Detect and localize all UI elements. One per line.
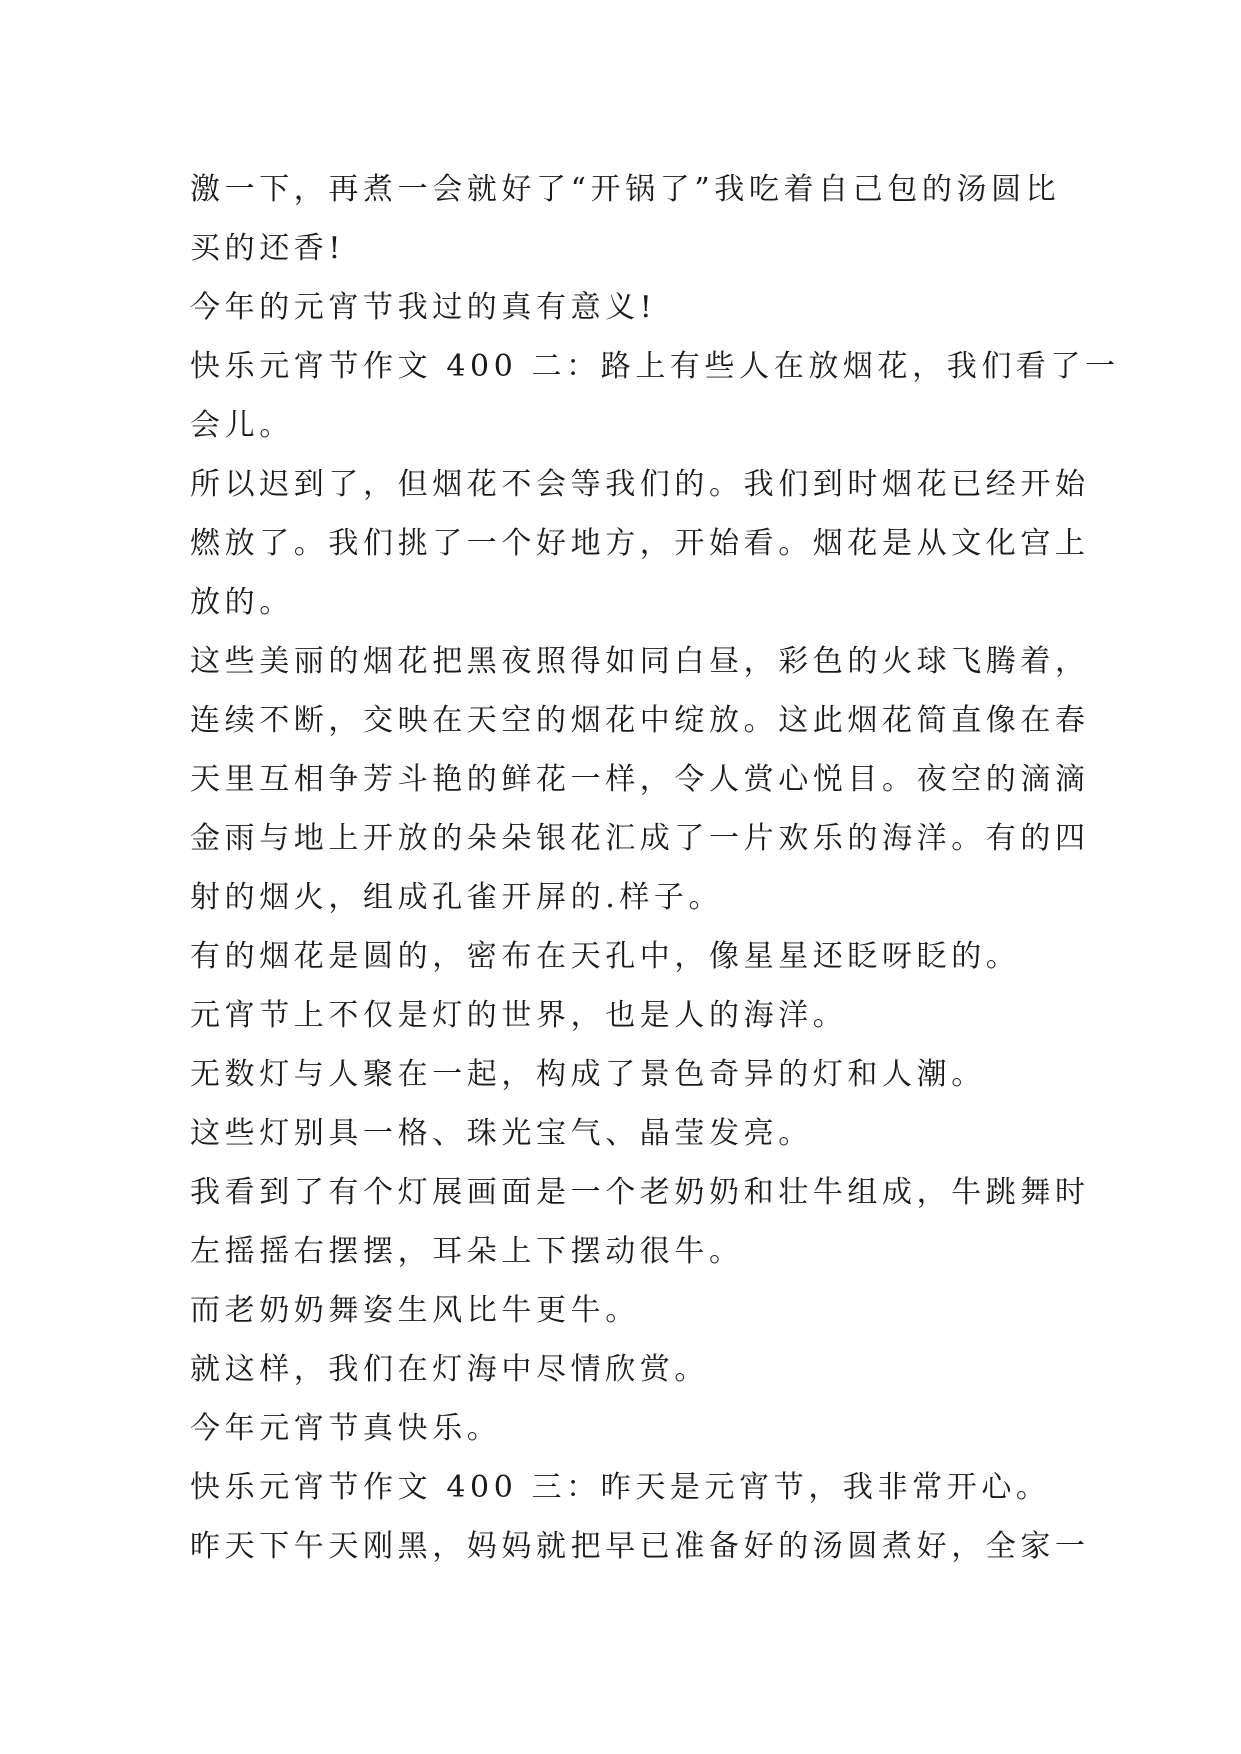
- text-line: 所以迟到了，但烟花不会等我们的。我们到时烟花已经开始: [190, 467, 1090, 502]
- text-line: 会儿。: [190, 408, 294, 443]
- text-line: 而老奶奶舞姿生风比牛更牛。: [190, 1293, 640, 1328]
- text-line: 左摇摇右摆摆，耳朵上下摆动很牛。: [190, 1234, 744, 1269]
- text-line: 昨天下午天刚黑，妈妈就把早已准备好的汤圆煮好，全家一: [190, 1529, 1090, 1564]
- text-line: 放的。: [190, 585, 294, 620]
- text-line: 连续不断，交映在天空的烟花中绽放。这此烟花简直像在春: [190, 703, 1090, 738]
- text-line: 这些美丽的烟花把黑夜照得如同白昼，彩色的火球飞腾着，: [190, 644, 1090, 679]
- text-line: 买的还香!: [190, 231, 346, 266]
- text-line: 激一下，再煮一会就好了“开锅了”我吃着自己包的汤圆比: [190, 172, 1061, 207]
- text-line: 无数灯与人聚在一起，构成了景色奇异的灯和人潮。: [190, 1057, 986, 1092]
- text-line: 今年元宵节真快乐。: [190, 1411, 502, 1446]
- text-line: 元宵节上不仅是灯的世界，也是人的海洋。: [190, 998, 848, 1033]
- text-line: 天里互相争芳斗艳的鲜花一样，令人赏心悦目。夜空的滴滴: [190, 762, 1090, 797]
- text-line: 燃放了。我们挑了一个好地方，开始看。烟花是从文化宫上: [190, 526, 1090, 561]
- text-line: 有的烟花是圆的，密布在天孔中，像星星还眨呀眨的。: [190, 939, 1021, 974]
- text-line: 金雨与地上开放的朵朵银花汇成了一片欢乐的海洋。有的四: [190, 821, 1090, 856]
- text-line: 快乐元宵节作文 400 二：路上有些人在放烟花，我们看了一: [190, 349, 1120, 384]
- text-line: 就这样，我们在灯海中尽情欣赏。: [190, 1352, 709, 1387]
- text-line: 今年的元宵节我过的真有意义!: [190, 290, 657, 325]
- text-line: 射的烟火，组成孔雀开屏的.样子。: [190, 880, 724, 915]
- text-line: 我看到了有个灯展画面是一个老奶奶和壮牛组成，牛跳舞时: [190, 1175, 1090, 1210]
- text-line: 快乐元宵节作文 400 三：昨天是元宵节，我非常开心。: [190, 1470, 1051, 1505]
- text-line: 这些灯别具一格、珠光宝气、晶莹发亮。: [190, 1116, 813, 1151]
- document-body: [190, 160, 1120, 1576]
